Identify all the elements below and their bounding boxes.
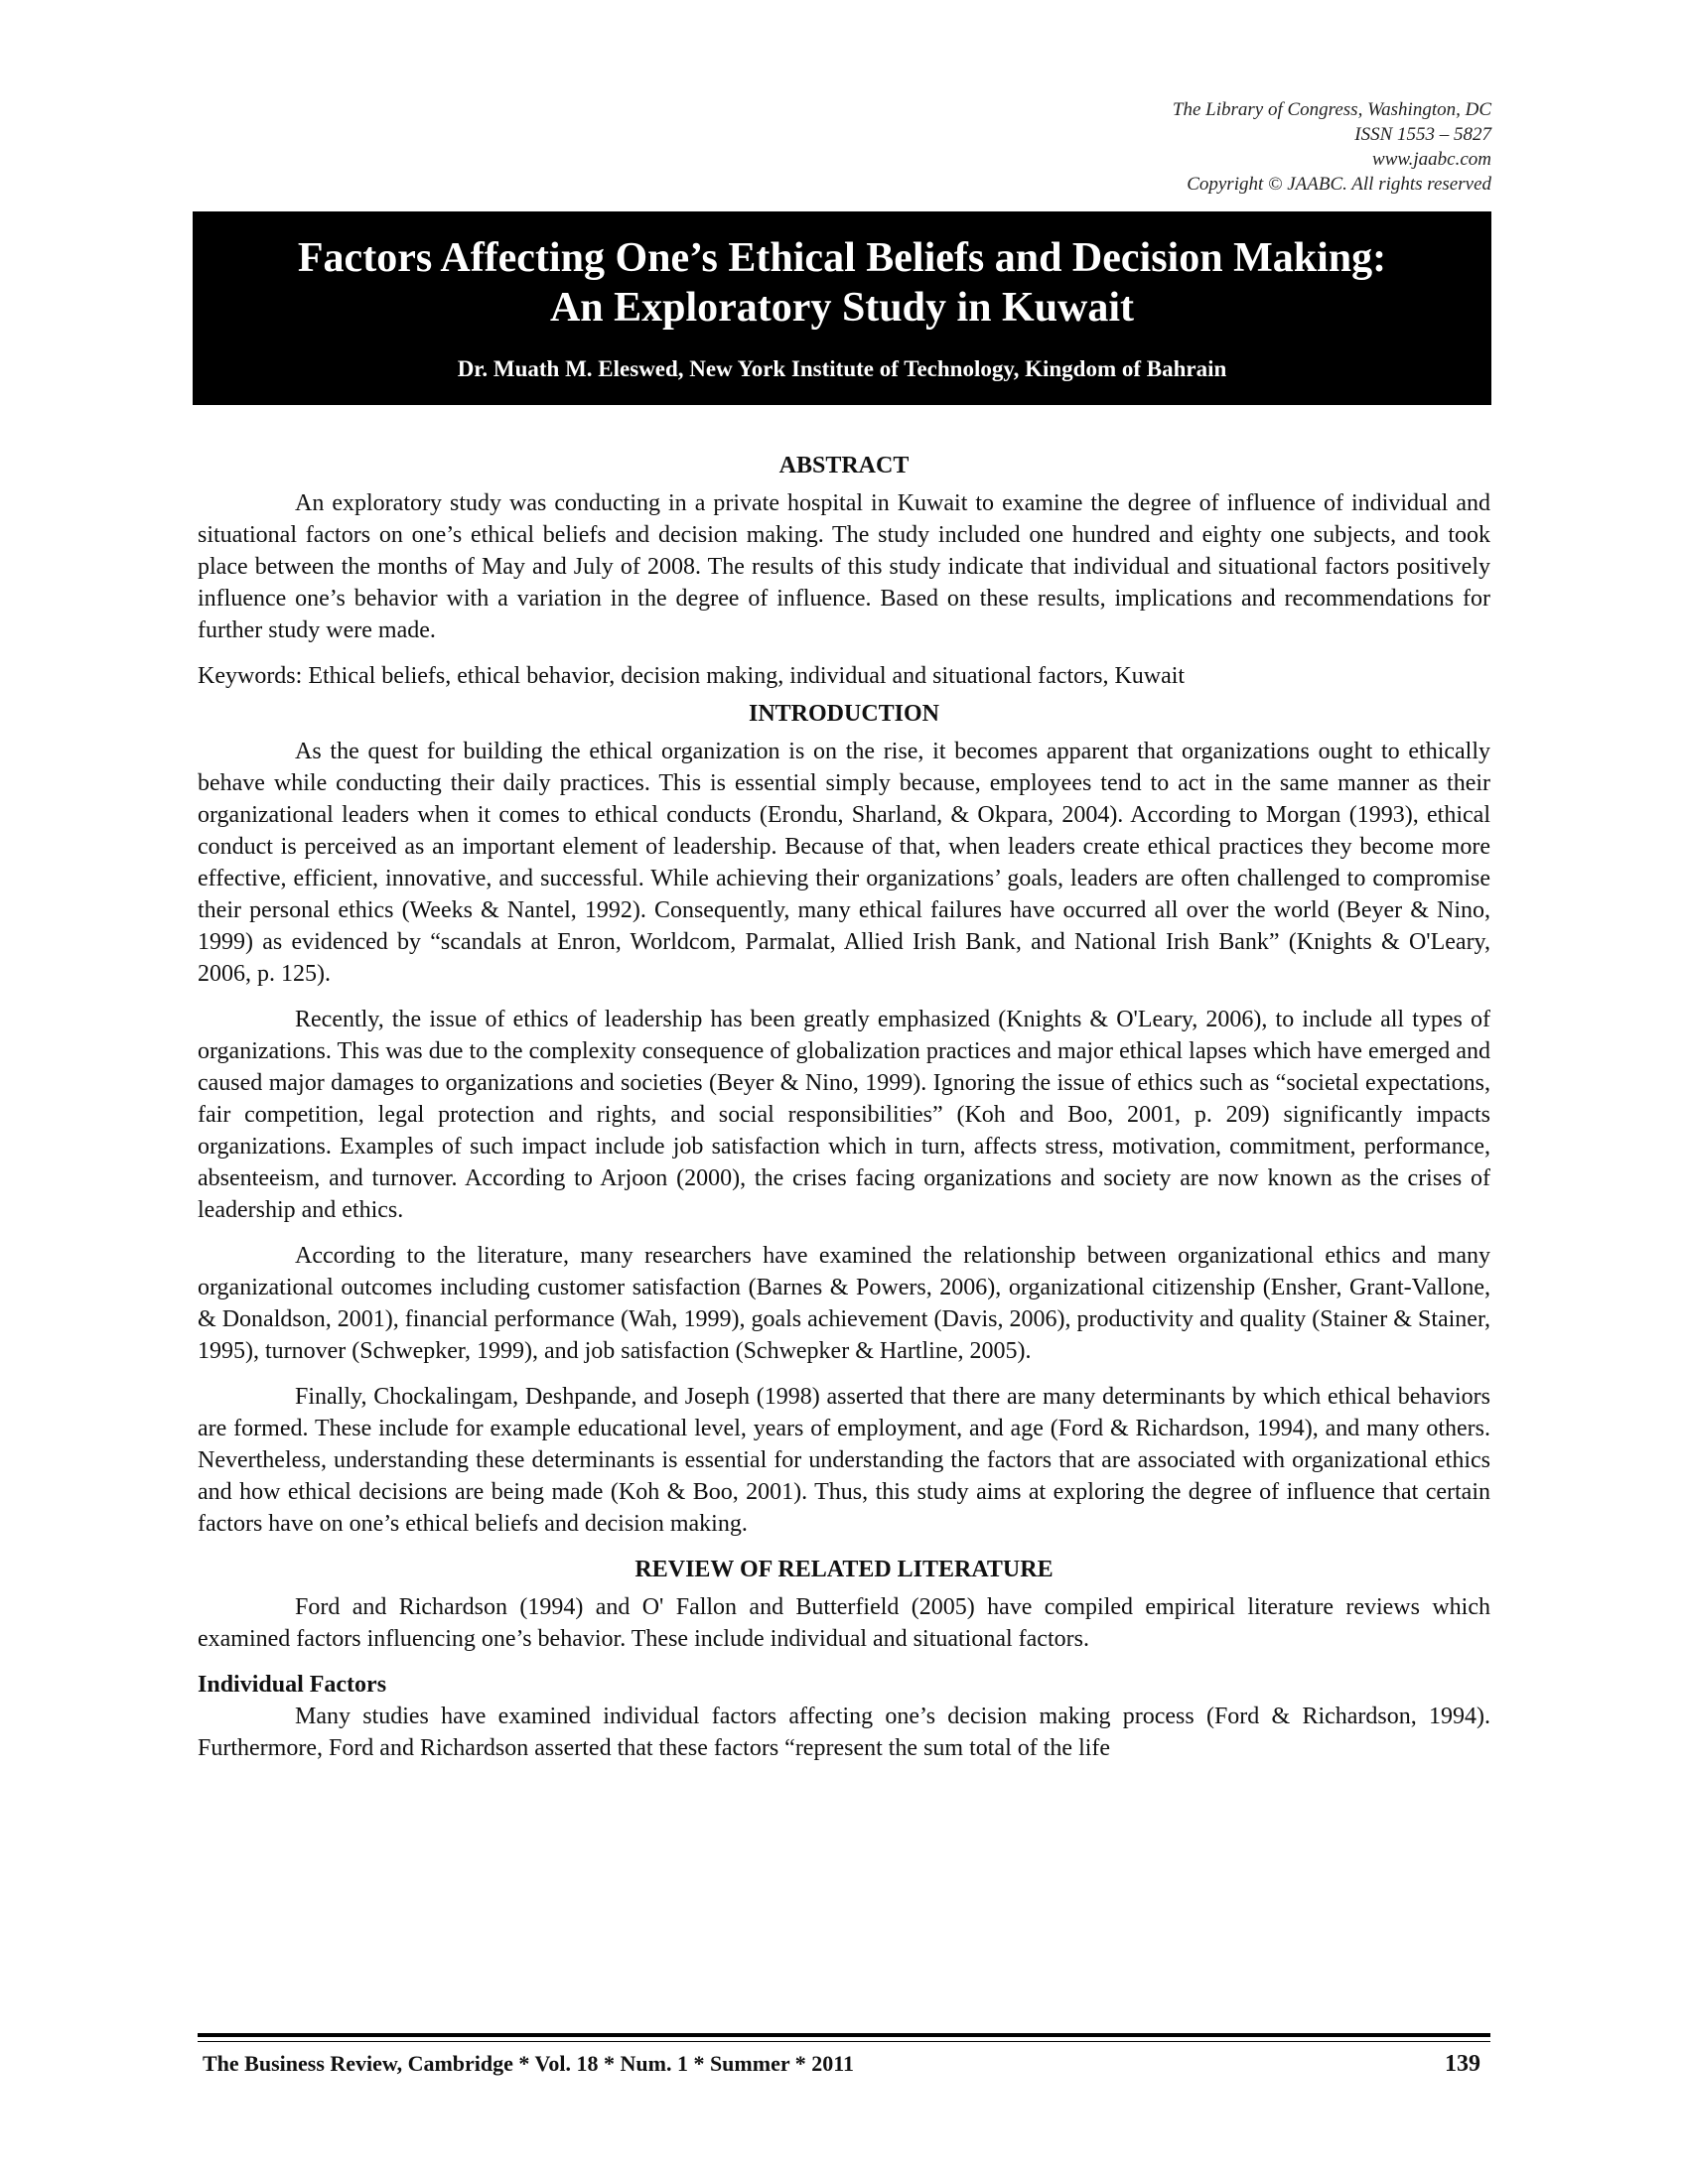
footer-rule: [198, 2033, 1490, 2037]
intro-paragraph: Recently, the issue of ethics of leadership has been greatly emphasized (Knights & O'Leary, 2006), to include all types of organizations. This was due to the complexity consequence of globalization practices and major ethical lapses which have emerged and caused major damages to organizations and societies (Beyer & Nino, 1999). Ignoring the issue of ethics such as “societal expectations, fair competition, legal protection and rights, and social responsibilities” (Koh and Boo, 2001, p. 209) significantly impacts organizations. Examples of such impact include job satisfaction which in turn, affects stress, motivation, commitment, performance, absenteeism, and turnover. According to Arjoon (2000), the crises facing organizations and society are now known as the crises of leadership and ethics.: [198, 1007, 1490, 1223]
abstract-heading: ABSTRACT: [778, 453, 910, 478]
website-line: www.jaabc.com: [1372, 149, 1491, 170]
issn-line: ISSN 1553 – 5827: [1354, 124, 1491, 145]
copyright-line: Copyright © JAABC. All rights reserved: [1187, 174, 1491, 195]
footer-rule-thin: [198, 2041, 1490, 2042]
paper-title-line-1: Factors Affecting One’s Ethical Beliefs and Decision Making:: [297, 235, 1387, 281]
journal-citation: The Business Review, Cambridge * Vol. 18 * Num. 1 * Summer * 2011: [203, 2051, 854, 2076]
paper-title-line-2: An Exploratory Study in Kuwait: [549, 285, 1135, 331]
intro-paragraph: As the quest for building the ethical organization is on the rise, it becomes apparent that organizations ought to ethically behave while conducting their daily practices. This is essential simply because, employees tend to act in the same manner as their organizational leaders when it comes to ethical conducts (Erondu, Sharland, & Okpara, 2004). According to Morgan (1993), ethical conduct is perceived as an important element of leadership. Because of that, when leaders create ethical practices they become more effective, efficient, innovative, and successful. While achieving their organizations’ goals, leaders are often challenged to compromise their personal ethics (Weeks & Nantel, 1992). Consequently, many ethical failures have occurred all over the world (Beyer & Nino, 1999) as evidenced by “scandals at Enron, Worldcom, Parmalat, Allied Irish Bank, and National Irish Bank” (Knights & O'Leary, 2006, p. 125).: [198, 739, 1490, 987]
page-footer: [198, 2051, 1490, 2087]
individual-factors-paragraph: Many studies have examined individual factors affecting one’s decision making process (Ford & Richardson, 1994). Furthermore, Ford and Richardson asserted that these factors “represent the sum total of the life: [198, 1704, 1490, 1761]
review-paragraph: Ford and Richardson (1994) and O' Fallon and Butterfield (2005) have compiled empirical literature reviews which examined factors influencing one’s behavior. These include individual and situational factors.: [198, 1594, 1490, 1652]
intro-paragraph: According to the literature, many researchers have examined the relationship between organizational ethics and many organizational outcomes including customer satisfaction (Barnes & Powers, 2006), organizational citizenship (Ensher, Grant-Vallone, & Donaldson, 2001), financial performance (Wah, 1999), goals achievement (Davis, 2006), productivity and quality (Stainer & Stainer, 1995), turnover (Schwepker, 1999), and job satisfaction (Schwepker & Hartline, 2005).: [198, 1243, 1490, 1364]
intro-paragraph: Finally, Chockalingam, Deshpande, and Joseph (1998) asserted that there are many determinants by which ethical behaviors are formed. These include for example educational level, years of employment, and age (Ford & Richardson, 1994), and many others. Nevertheless, understanding these determinants is essential for understanding the factors that are associated with organizational ethics and how ethical decisions are being made (Koh & Boo, 2001). Thus, this study aims at exploring the degree of influence that certain factors have on one’s ethical beliefs and decision making.: [198, 1384, 1490, 1537]
review-heading: REVIEW OF RELATED LITERATURE: [634, 1557, 1054, 1582]
article-body: [198, 450, 1490, 1778]
paper-title: [193, 233, 1491, 333]
publisher-line: The Library of Congress, Washington, DC: [1172, 99, 1491, 120]
page-number: 139: [1445, 2051, 1480, 2077]
abstract-text: An exploratory study was conducting in a private hospital in Kuwait to examine the degree of influence of individual and situational factors on one’s ethical beliefs and decision making. The study included one hundred and eighty one subjects, and took place between the months of May and July of 2008. The results of this study indicate that individual and situational factors positively influence one’s behavior with a variation in the degree of influence. Based on these results, implications and recommendations for further study were made.: [198, 490, 1490, 643]
keywords-line: Keywords: Ethical beliefs, ethical behavior, decision making, individual and situational factors, Kuwait: [198, 663, 1186, 689]
introduction-heading: INTRODUCTION: [748, 701, 940, 727]
individual-factors-subheading: Individual Factors: [198, 1672, 387, 1698]
publication-info: [796, 97, 1491, 197]
title-banner: [193, 211, 1491, 405]
author-line: Dr. Muath M. Eleswed, New York Institute of Technology, Kingdom of Bahrain: [457, 356, 1227, 381]
